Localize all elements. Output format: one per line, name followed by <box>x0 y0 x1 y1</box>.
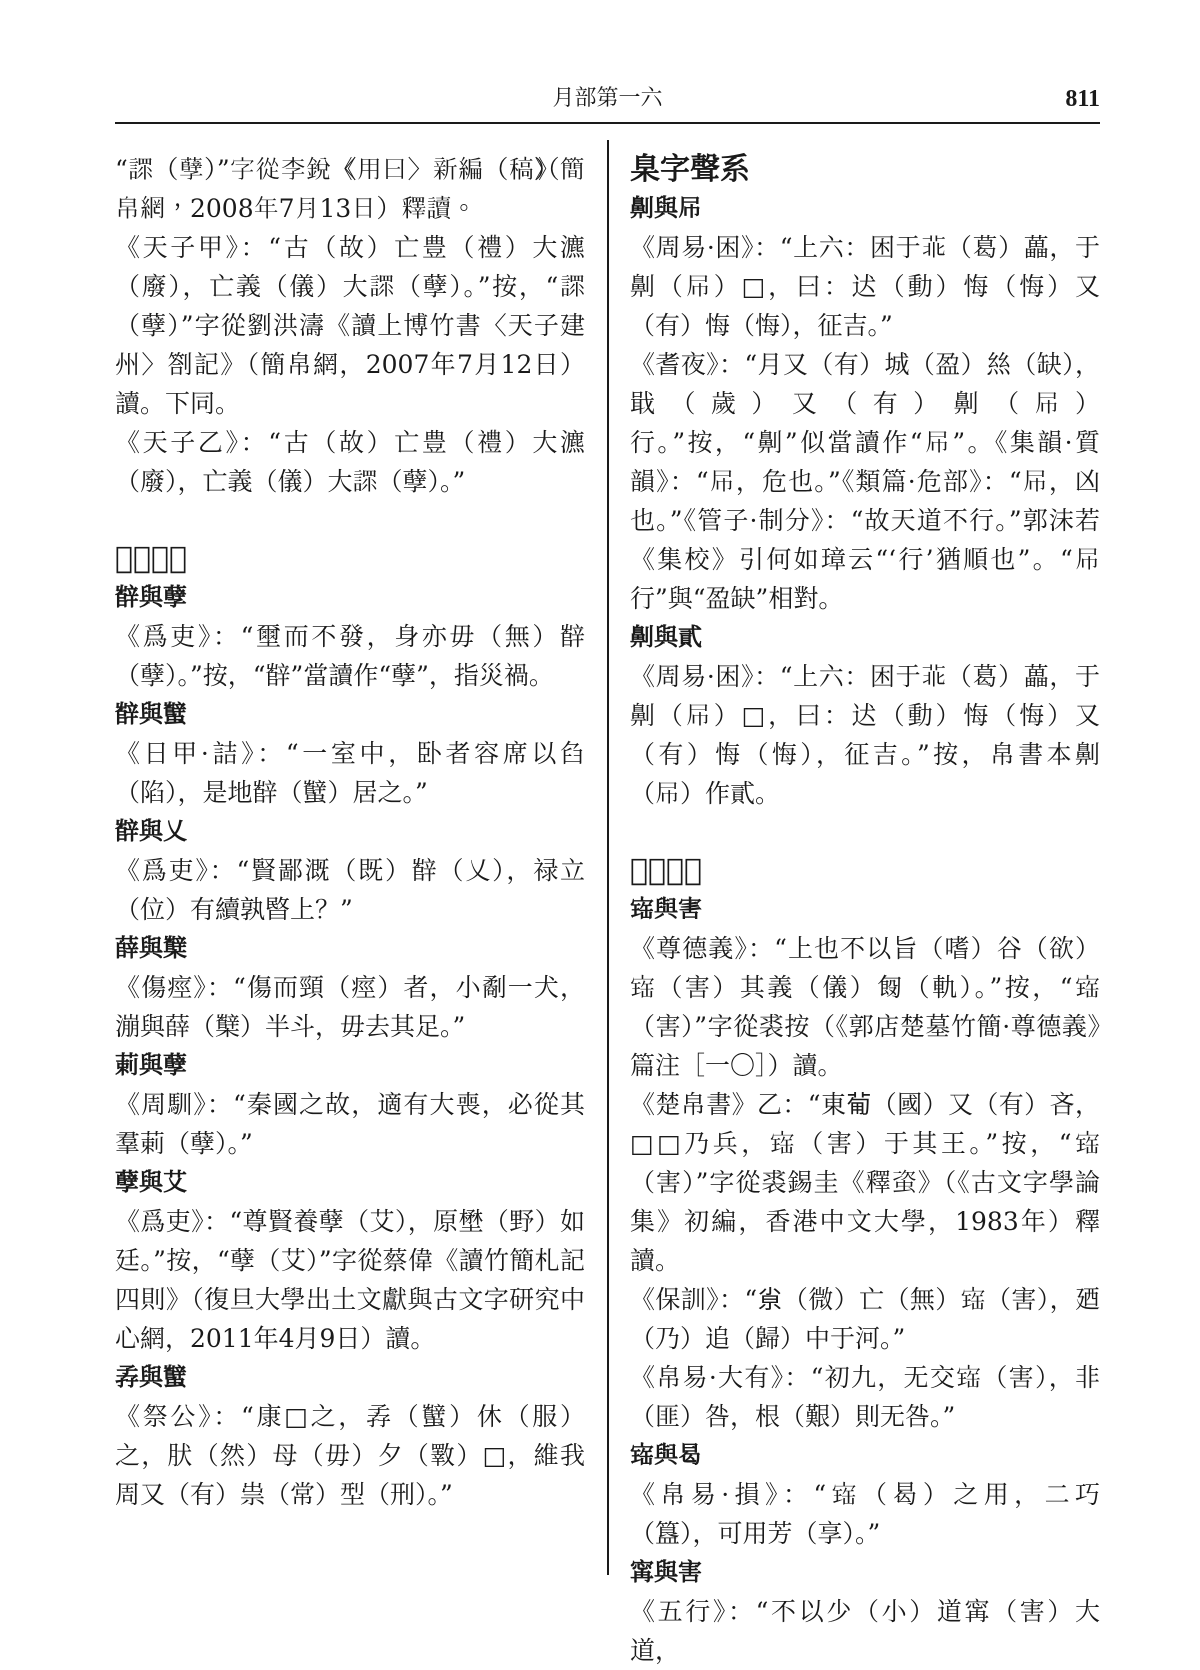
paragraph: 《耆夜》：“月又（有）城（盈）𢇁（缺），戢（歲）又（有）劓（𡰯）行。”按，“劓”似當讀作“𡰯”。《集韻·質韻》：“𡰯，危也。”《類篇·危部》：“𡰯，凶也。”《管子·制分》：“故天道不行。”郭沫若《集校》引何如璋云“‘行’猶順也”。“𡰯行”與“盈缺”相對。 <box>630 350 1100 613</box>
section-title: 𡴀字聲系 <box>115 541 188 576</box>
header-rule <box>115 122 1100 124</box>
page-number: 811 <box>1065 86 1100 112</box>
entry-heading: 𡩧與曷 <box>630 1441 702 1469</box>
entry-heading: 辥與蠥 <box>115 700 187 728</box>
paragraph: 《祭公》：“康□之，孨（蠥）休（服）之，肰（然）母（毋）夕（斁）□，維我周又（有）祟（常）型（刑）。” <box>115 1402 585 1509</box>
entry-heading: 䓶與孽 <box>115 1051 187 1079</box>
paragraph: 《周易·困》：“上六：困于𦮃（葛）藟，于劓（𡰯）□，曰：迖（動）悔（悔）又（有）悔（悔），征吉。” <box>630 233 1100 340</box>
paragraph: 《爲吏》：“尊賢養孽（艾），原壄（野）如廷。”按，“孽（艾）”字從蔡偉《讀竹簡札記四則》（復旦大學出土文獻與古文字研究中心網，2011年4月9日）讀。 <box>115 1207 585 1353</box>
entry-heading: 劓與貳 <box>630 623 702 651</box>
entry-heading: 孽與艾 <box>115 1168 187 1196</box>
section-title: 臬字聲系 <box>630 152 750 187</box>
entry-heading: 辥與孽 <box>115 583 187 611</box>
page-header <box>115 86 1100 126</box>
paragraph: “𧪟（孽）”字從李鋭《〈用曰〉新編（稿）》（簡帛網，2008年7月13日）釋讀。 <box>115 155 585 223</box>
left-column <box>115 150 585 1514</box>
entry-heading: 孨與蠥 <box>115 1363 187 1391</box>
paragraph: 《天子乙》：“古（故）亡豊（禮）大瀌（廢），亡義（儀）大𧪟（孽）。” <box>115 428 585 496</box>
paragraph: 《帛易·損》：“𡩧（曷）之用，二巧（簋），可用芳（享）。” <box>630 1480 1100 1548</box>
entry-heading: 辥與乂 <box>115 817 187 845</box>
paragraph: 《天子甲》：“古（故）亡豊（禮）大瀌（廢），亡義（儀）大𧪟（孽）。”按，“𧪟（孽）”字從劉洪濤《讀上博竹書〈天子建州〉劄記》（簡帛網，2007年7月12日）讀。下同。 <box>115 233 585 418</box>
section-title: 𡴀字聲系 <box>630 853 703 888</box>
paragraph: 《周易·困》：“上六：困于𦮃（葛）藟，于劓（𡰯）□，曰：迖（動）悔（悔）又（有）悔（悔），征吉。”按，帛書本劓（𡰯）作貳。 <box>630 662 1100 808</box>
paragraph: 《日甲·詰》：“一室中，卧者容席以臽（陷），是地辥（蠥）居之。” <box>115 739 585 807</box>
paragraph: 《傷痙》：“傷而頸（痙）者，小劀一犬，漰與薛（櫱）半斗，毋去其足。” <box>115 973 585 1041</box>
entry-heading: 薛與櫱 <box>115 934 187 962</box>
paragraph: 《周馴》：“秦國之故，適有大喪，必從其羣䓶（孽）。” <box>115 1090 585 1158</box>
running-head: 月部第一六 <box>552 86 663 111</box>
paragraph: 《帛易·大有》：“初九，无交𡩧（害），非（匪）咎，根（艱）則无咎。” <box>630 1363 1100 1431</box>
right-column <box>630 150 1100 1670</box>
paragraph: 《爲吏》：“賢鄙溉（既）辥（乂），禄立（位）有續孰暋上？” <box>115 856 585 924</box>
column-divider <box>607 140 609 1575</box>
entry-heading: 𡩧與害 <box>630 895 702 923</box>
paragraph: 《五行》：“不以少（小）道𡩋（害）大道， <box>630 1597 1100 1665</box>
paragraph: 《楚帛書》乙：“東𤰈（國）又（有）吝，□□乃兵，𡩧（害）于其王。”按，“𡩧（害）”字從裘錫圭《釋𧊒》（《古文字學論集》初編，香港中文大學，1983年）釋讀。 <box>630 1090 1100 1275</box>
paragraph: 《爲吏》：“壐而不發，身亦毋（無）辥（孽）。”按，“辥”當讀作“孽”，指災禍。 <box>115 622 585 690</box>
paragraph: 《尊德義》：“上也不以旨（嗜）谷（欲）𡩧（害）其義（儀）匓（軌）。”按，“𡩧（害）”字從裘按（《郭店楚墓竹簡·尊德義》篇注［一〇］）讀。 <box>630 934 1100 1080</box>
entry-heading: 劓與𡰯 <box>630 194 702 222</box>
paragraph: 《保訓》：“𡭴（微）亡（無）𡩧（害），廼（乃）追（歸）中于河。” <box>630 1285 1100 1353</box>
entry-heading: 𡩋與害 <box>630 1558 702 1586</box>
